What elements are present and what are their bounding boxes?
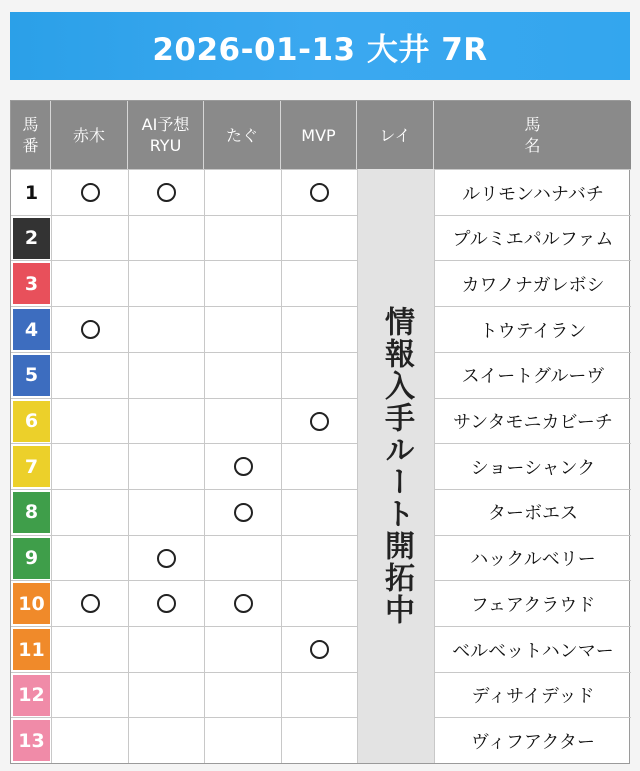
pick-cell-ai	[128, 490, 204, 535]
pick-cell-akagi	[51, 444, 128, 489]
table-row	[11, 398, 631, 443]
horse-name: トウテイラン	[434, 307, 631, 352]
horse-name: ヴィフアクター	[434, 718, 631, 763]
horse-name: プルミエパルファム	[434, 216, 631, 261]
table-row	[11, 306, 631, 351]
pick-cell-mvp	[281, 444, 357, 489]
pick-cell-tagu	[204, 581, 281, 626]
pick-cell-ai	[128, 399, 204, 444]
pick-cell-mvp	[281, 353, 357, 398]
rei-status-message: 情報入手ルート開拓中	[379, 306, 414, 626]
prediction-table	[10, 100, 630, 764]
header-akagi	[51, 101, 128, 169]
horse-number-badge: 3	[13, 263, 50, 304]
header-mvp-label: MVP	[301, 125, 336, 145]
header-horse-number	[11, 101, 51, 169]
table-row	[11, 672, 631, 717]
pick-cell-tagu	[204, 627, 281, 672]
circle-mark-icon	[310, 412, 329, 431]
table-row	[11, 352, 631, 397]
circle-mark-icon	[157, 594, 176, 613]
horse-number-badge: 2	[13, 218, 50, 259]
race-title: 2026-01-13 大井 7R	[152, 31, 488, 68]
header-mvp	[281, 101, 357, 169]
header-rei-label: レイ	[379, 125, 411, 145]
pick-cell-ai	[128, 718, 204, 763]
pick-cell-mvp	[281, 581, 357, 626]
pick-cell-akagi	[51, 581, 128, 626]
pick-cell-tagu	[204, 307, 281, 352]
pick-cell-mvp	[281, 307, 357, 352]
pick-cell-mvp	[281, 627, 357, 672]
rei-column-panel	[357, 169, 434, 763]
horse-name: ルリモンハナバチ	[434, 170, 631, 215]
pick-cell-mvp	[281, 216, 357, 261]
horse-number-badge: 6	[13, 401, 50, 442]
circle-mark-icon	[157, 183, 176, 202]
header-rei	[357, 101, 434, 169]
pick-cell-tagu	[204, 399, 281, 444]
horse-name: カワノナガレボシ	[434, 261, 631, 306]
horse-number-badge: 4	[13, 309, 50, 350]
pick-cell-tagu	[204, 536, 281, 581]
pick-cell-akagi	[51, 399, 128, 444]
circle-mark-icon	[310, 183, 329, 202]
horse-number-badge: 10	[13, 583, 50, 624]
pick-cell-ai	[128, 170, 204, 215]
pick-cell-akagi	[51, 718, 128, 763]
horse-number-badge: 12	[13, 675, 50, 716]
circle-mark-icon	[234, 503, 253, 522]
horse-name: サンタモニカビーチ	[434, 399, 631, 444]
pick-cell-akagi	[51, 216, 128, 261]
pick-cell-mvp	[281, 170, 357, 215]
pick-cell-ai	[128, 444, 204, 489]
pick-cell-mvp	[281, 673, 357, 718]
horse-name: ベルベットハンマー	[434, 627, 631, 672]
horse-name: ターボエス	[434, 490, 631, 535]
horse-number-badge: 5	[13, 355, 50, 396]
pick-cell-mvp	[281, 536, 357, 581]
pick-cell-akagi	[51, 673, 128, 718]
pick-cell-ai	[128, 581, 204, 626]
horse-number-badge: 8	[13, 492, 50, 533]
circle-mark-icon	[310, 640, 329, 659]
horse-name: ハックルベリー	[434, 536, 631, 581]
circle-mark-icon	[81, 183, 100, 202]
circle-mark-icon	[81, 594, 100, 613]
header-tagu-label: たぐ	[225, 125, 258, 145]
horse-number-badge: 1	[13, 172, 50, 213]
pick-cell-mvp	[281, 399, 357, 444]
table-row	[11, 535, 631, 580]
pick-cell-akagi	[51, 353, 128, 398]
circle-mark-icon	[234, 594, 253, 613]
header-horse-name	[434, 101, 631, 169]
pick-cell-mvp	[281, 718, 357, 763]
table-row	[11, 626, 631, 671]
header-akagi-label: 赤木	[72, 125, 105, 145]
pick-cell-ai	[128, 307, 204, 352]
pick-cell-ai	[128, 261, 204, 306]
circle-mark-icon	[157, 549, 176, 568]
header-horse-number-label: 馬 番	[22, 115, 39, 155]
pick-cell-tagu	[204, 444, 281, 489]
pick-cell-tagu	[204, 216, 281, 261]
pick-cell-tagu	[204, 261, 281, 306]
header-ai-ryu	[128, 101, 204, 169]
pick-cell-akagi	[51, 307, 128, 352]
horse-number-badge: 11	[13, 629, 50, 670]
table-row	[11, 443, 631, 488]
table-row	[11, 260, 631, 305]
table-row	[11, 169, 631, 214]
header-tagu	[204, 101, 281, 169]
pick-cell-tagu	[204, 718, 281, 763]
pick-cell-ai	[128, 673, 204, 718]
pick-cell-tagu	[204, 353, 281, 398]
circle-mark-icon	[234, 457, 253, 476]
pick-cell-ai	[128, 536, 204, 581]
header-ai-ryu-label: AI予想 RYU	[141, 115, 190, 155]
table-row	[11, 717, 631, 762]
header-horse-name-label: 馬 名	[524, 115, 541, 155]
pick-cell-akagi	[51, 490, 128, 535]
horse-name: ディサイデッド	[434, 673, 631, 718]
horse-number-badge: 9	[13, 538, 50, 579]
horse-name: フェアクラウド	[434, 581, 631, 626]
race-title-banner	[10, 12, 630, 80]
pick-cell-tagu	[204, 673, 281, 718]
pick-cell-tagu	[204, 490, 281, 535]
pick-cell-tagu	[204, 170, 281, 215]
table-row	[11, 580, 631, 625]
pick-cell-akagi	[51, 536, 128, 581]
table-row	[11, 489, 631, 534]
pick-cell-akagi	[51, 261, 128, 306]
pick-cell-akagi	[51, 627, 128, 672]
horse-name: ショーシャンク	[434, 444, 631, 489]
pick-cell-ai	[128, 353, 204, 398]
pick-cell-ai	[128, 216, 204, 261]
pick-cell-mvp	[281, 490, 357, 535]
pick-cell-akagi	[51, 170, 128, 215]
pick-cell-mvp	[281, 261, 357, 306]
circle-mark-icon	[81, 320, 100, 339]
pick-cell-ai	[128, 627, 204, 672]
table-row	[11, 215, 631, 260]
horse-number-badge: 7	[13, 446, 50, 487]
horse-name: スイートグルーヴ	[434, 353, 631, 398]
horse-number-badge: 13	[13, 720, 50, 761]
